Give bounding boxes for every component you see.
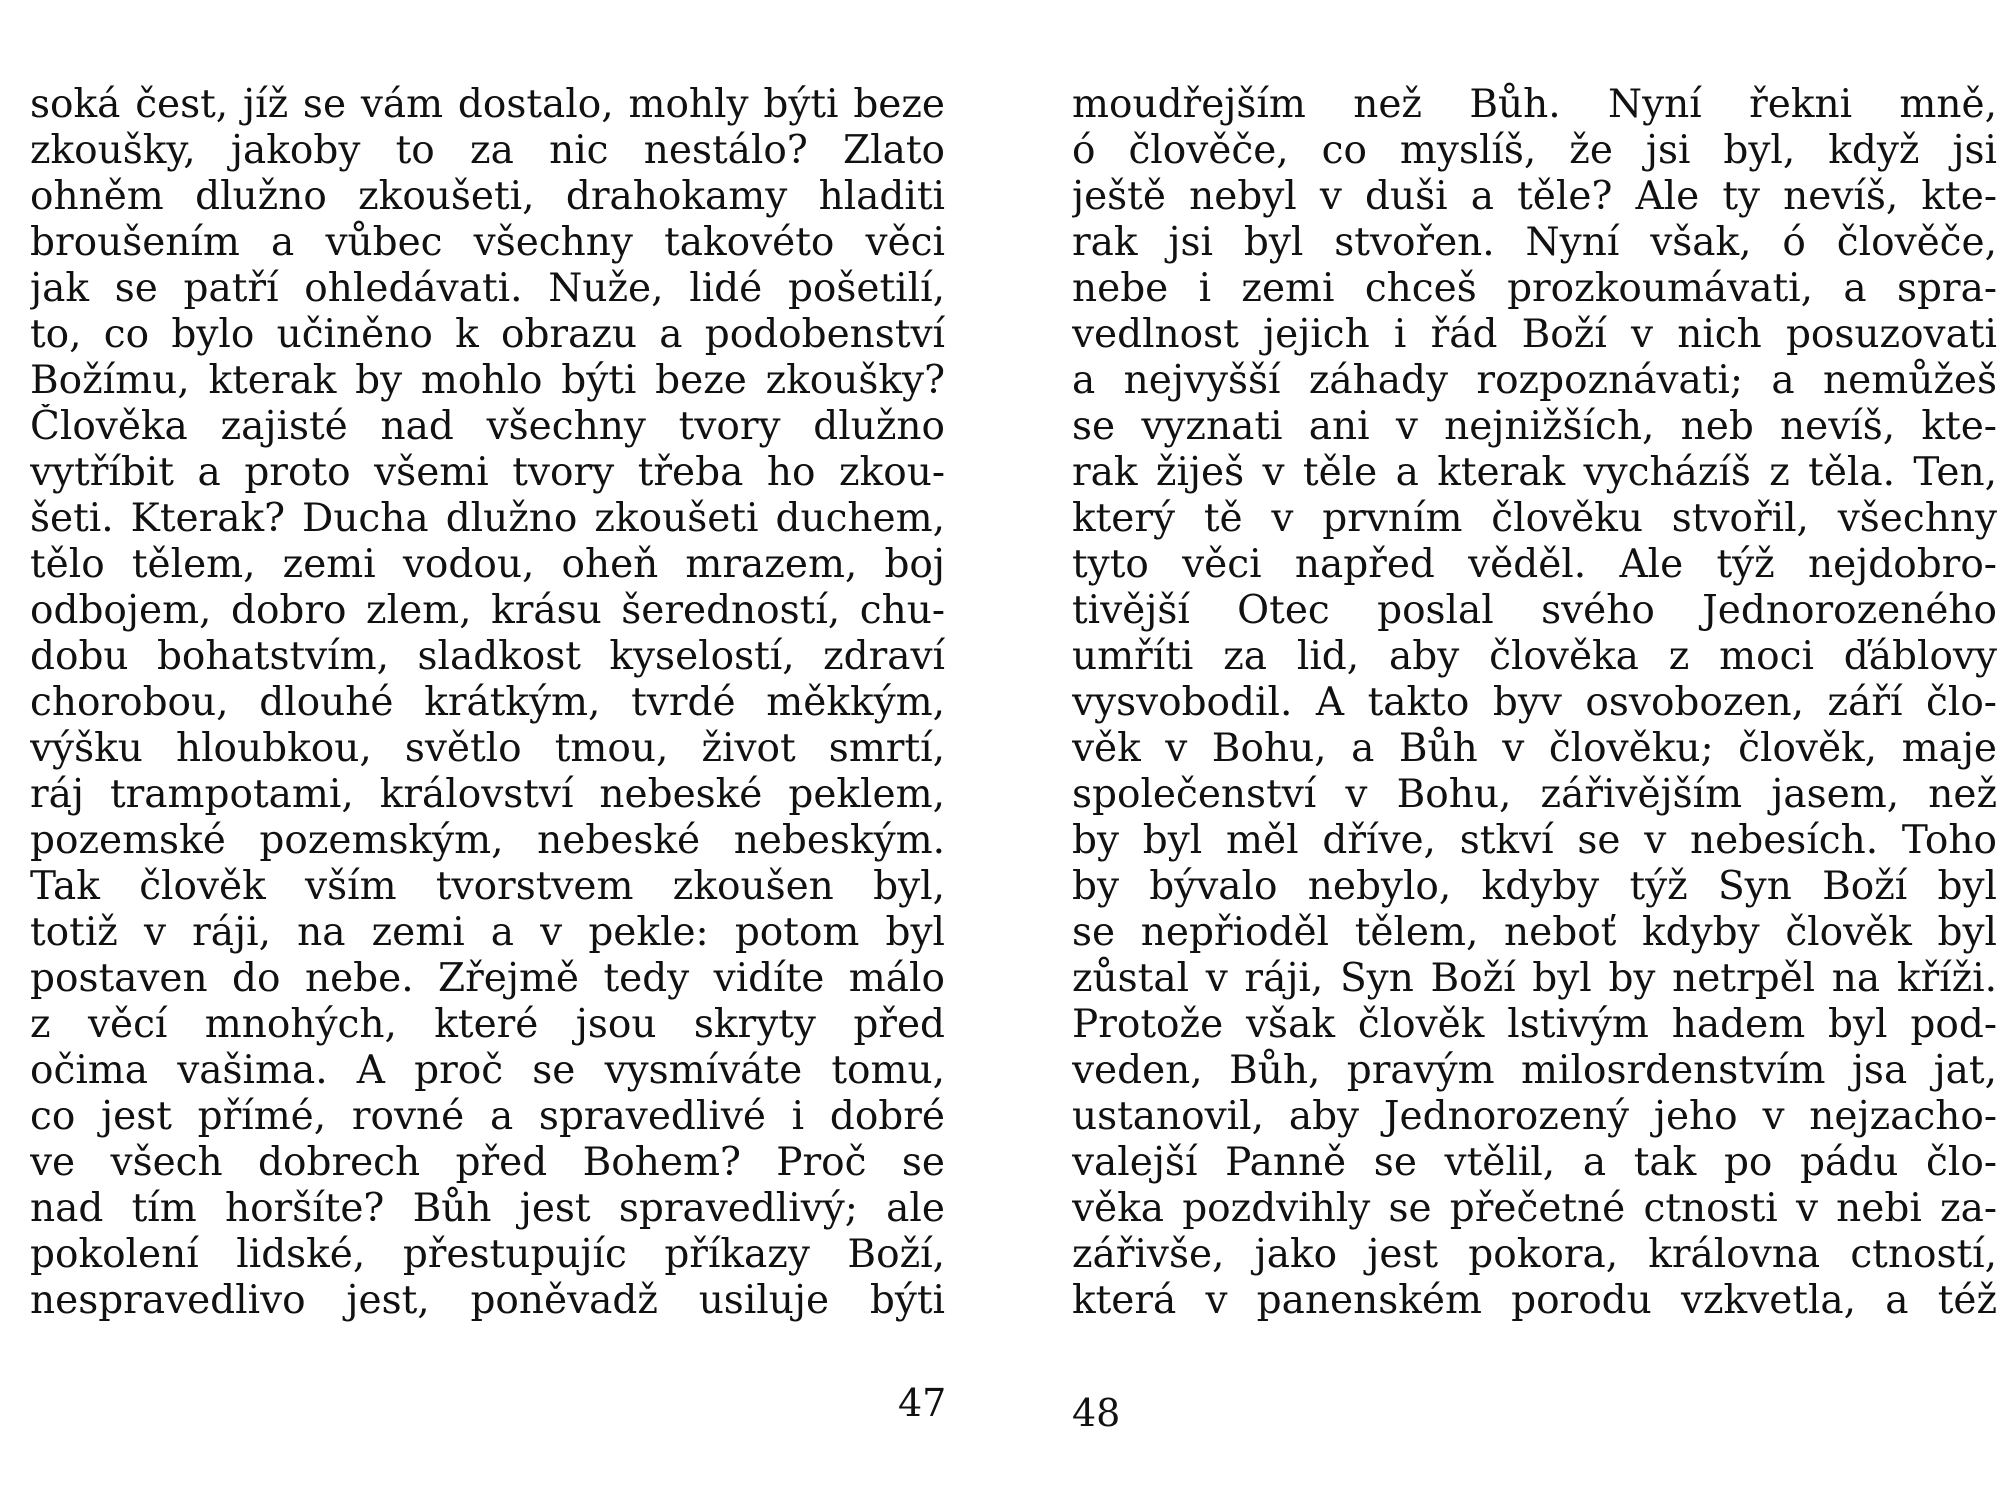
text-line: Člověka zajisté nad všechny tvory dlužno — [30, 404, 945, 449]
text-line: zůstal v ráji, Syn Boží byl by netrpěl na kříži. — [1072, 956, 1997, 1001]
right-page-text — [1072, 82, 1997, 1324]
text-line: která v panenském porodu vzkvetla, a též — [1072, 1278, 1997, 1323]
text-line: postaven do nebe. Zřejmě tedy vidíte málo — [30, 956, 945, 1001]
text-line: vedlnost jejich i řád Boží v nich posuzovati — [1072, 312, 1997, 357]
text-line: by bývalo nebylo, kdyby týž Syn Boží byl — [1072, 864, 1997, 909]
text-line: který tě v prvním člověku stvořil, všechny — [1072, 496, 1997, 541]
text-line: a nejvyšší záhady rozpoznávati; a nemůžeš — [1072, 358, 1997, 403]
text-line: věk v Bohu, a Bůh v člověku; člověk, maje — [1072, 726, 1997, 771]
text-line: ustanovil, aby Jednorozený jeho v nejzacho- — [1072, 1094, 1997, 1139]
text-line: nespravedlivo jest, poněvadž usiluje býti — [30, 1278, 945, 1323]
text-line: ve všech dobrech před Bohem? Proč se — [30, 1140, 945, 1185]
text-line: to, co bylo učiněno k obrazu a podobenství — [30, 312, 945, 357]
text-line: rak žiješ v těle a kterak vycházíš z těla. Ten, — [1072, 450, 1997, 495]
text-line: odbojem, dobro zlem, krásu šeredností, chu- — [30, 588, 945, 633]
text-line: nebe i zemi chceš prozkoumávati, a spra- — [1072, 266, 1997, 311]
text-line: ještě nebyl v duši a těle? Ale ty nevíš, kte- — [1072, 174, 1997, 219]
text-line: z věcí mnohých, které jsou skryty před — [30, 1002, 945, 1047]
text-line: se vyznati ani v nejnižších, neb nevíš, kte- — [1072, 404, 1997, 449]
text-line: věka pozdvihly se přečetné ctnosti v nebi za- — [1072, 1186, 1997, 1231]
text-line: tělo tělem, zemi vodou, oheň mrazem, boj — [30, 542, 945, 587]
text-line: Božímu, kterak by mohlo býti beze zkoušky? — [30, 358, 945, 403]
text-line: očima vašima. A proč se vysmíváte tomu, — [30, 1048, 945, 1093]
text-line: Tak člověk vším tvorstvem zkoušen byl, — [30, 864, 945, 909]
text-line: nad tím horšíte? Bůh jest spravedlivý; ale — [30, 1186, 945, 1231]
text-line: moudřejším než Bůh. Nyní řekni mně, — [1072, 82, 1997, 127]
text-line: výšku hloubkou, světlo tmou, život smrtí, — [30, 726, 945, 771]
text-line: pozemské pozemským, nebeské nebeským. — [30, 818, 945, 863]
text-line: umříti za lid, aby člověka z moci ďáblovy — [1072, 634, 1997, 679]
text-line: zkoušky, jakoby to za nic nestálo? Zlato — [30, 128, 945, 173]
text-line: valejší Panně se vtělil, a tak po pádu člo- — [1072, 1140, 1997, 1185]
text-line: soká čest, jíž se vám dostalo, mohly býti beze — [30, 82, 945, 127]
text-line: veden, Bůh, pravým milosrdenstvím jsa jat, — [1072, 1048, 1997, 1093]
text-line: ráj trampotami, království nebeské peklem, — [30, 772, 945, 817]
text-line: Protože však člověk lstivým hadem byl pod- — [1072, 1002, 1997, 1047]
text-line: šeti. Kterak? Ducha dlužno zkoušeti duchem, — [30, 496, 945, 541]
text-line: dobu bohatstvím, sladkost kyselostí, zdraví — [30, 634, 945, 679]
text-line: společenství v Bohu, zářivějším jasem, než — [1072, 772, 1997, 817]
text-line: chorobou, dlouhé krátkým, tvrdé měkkým, — [30, 680, 945, 725]
text-line: rak jsi byl stvořen. Nyní však, ó člověče, — [1072, 220, 1997, 265]
text-line: jak se patří ohledávati. Nuže, lidé pošetilí, — [30, 266, 945, 311]
text-line: ohněm dlužno zkoušeti, drahokamy hladiti — [30, 174, 945, 219]
text-line: vytříbit a proto všemi tvory třeba ho zkou- — [30, 450, 945, 495]
text-line: totiž v ráji, na zemi a v pekle: potom byl — [30, 910, 945, 955]
text-line: tyto věci napřed věděl. Ale týž nejdobro- — [1072, 542, 1997, 587]
text-line: pokolení lidské, přestupujíc příkazy Boží, — [30, 1232, 945, 1277]
page-number-left: 47 — [898, 1381, 947, 1425]
text-line: zářivše, jako jest pokora, královna ctností, — [1072, 1232, 1997, 1277]
text-line: ó člověče, co myslíš, že jsi byl, když jsi — [1072, 128, 1997, 173]
page-number-right: 48 — [1072, 1391, 1121, 1435]
text-line: tivější Otec poslal svého Jednorozeného — [1072, 588, 1997, 633]
text-line: by byl měl dříve, stkví se v nebesích. Toho — [1072, 818, 1997, 863]
text-line: co jest přímé, rovné a spravedlivé i dobré — [30, 1094, 945, 1139]
text-line: vysvobodil. A takto byv osvobozen, září člo- — [1072, 680, 1997, 725]
left-page-text — [30, 82, 945, 1324]
text-line: se nepřioděl tělem, neboť kdyby člověk byl — [1072, 910, 1997, 955]
text-line: broušením a vůbec všechny takovéto věci — [30, 220, 945, 265]
